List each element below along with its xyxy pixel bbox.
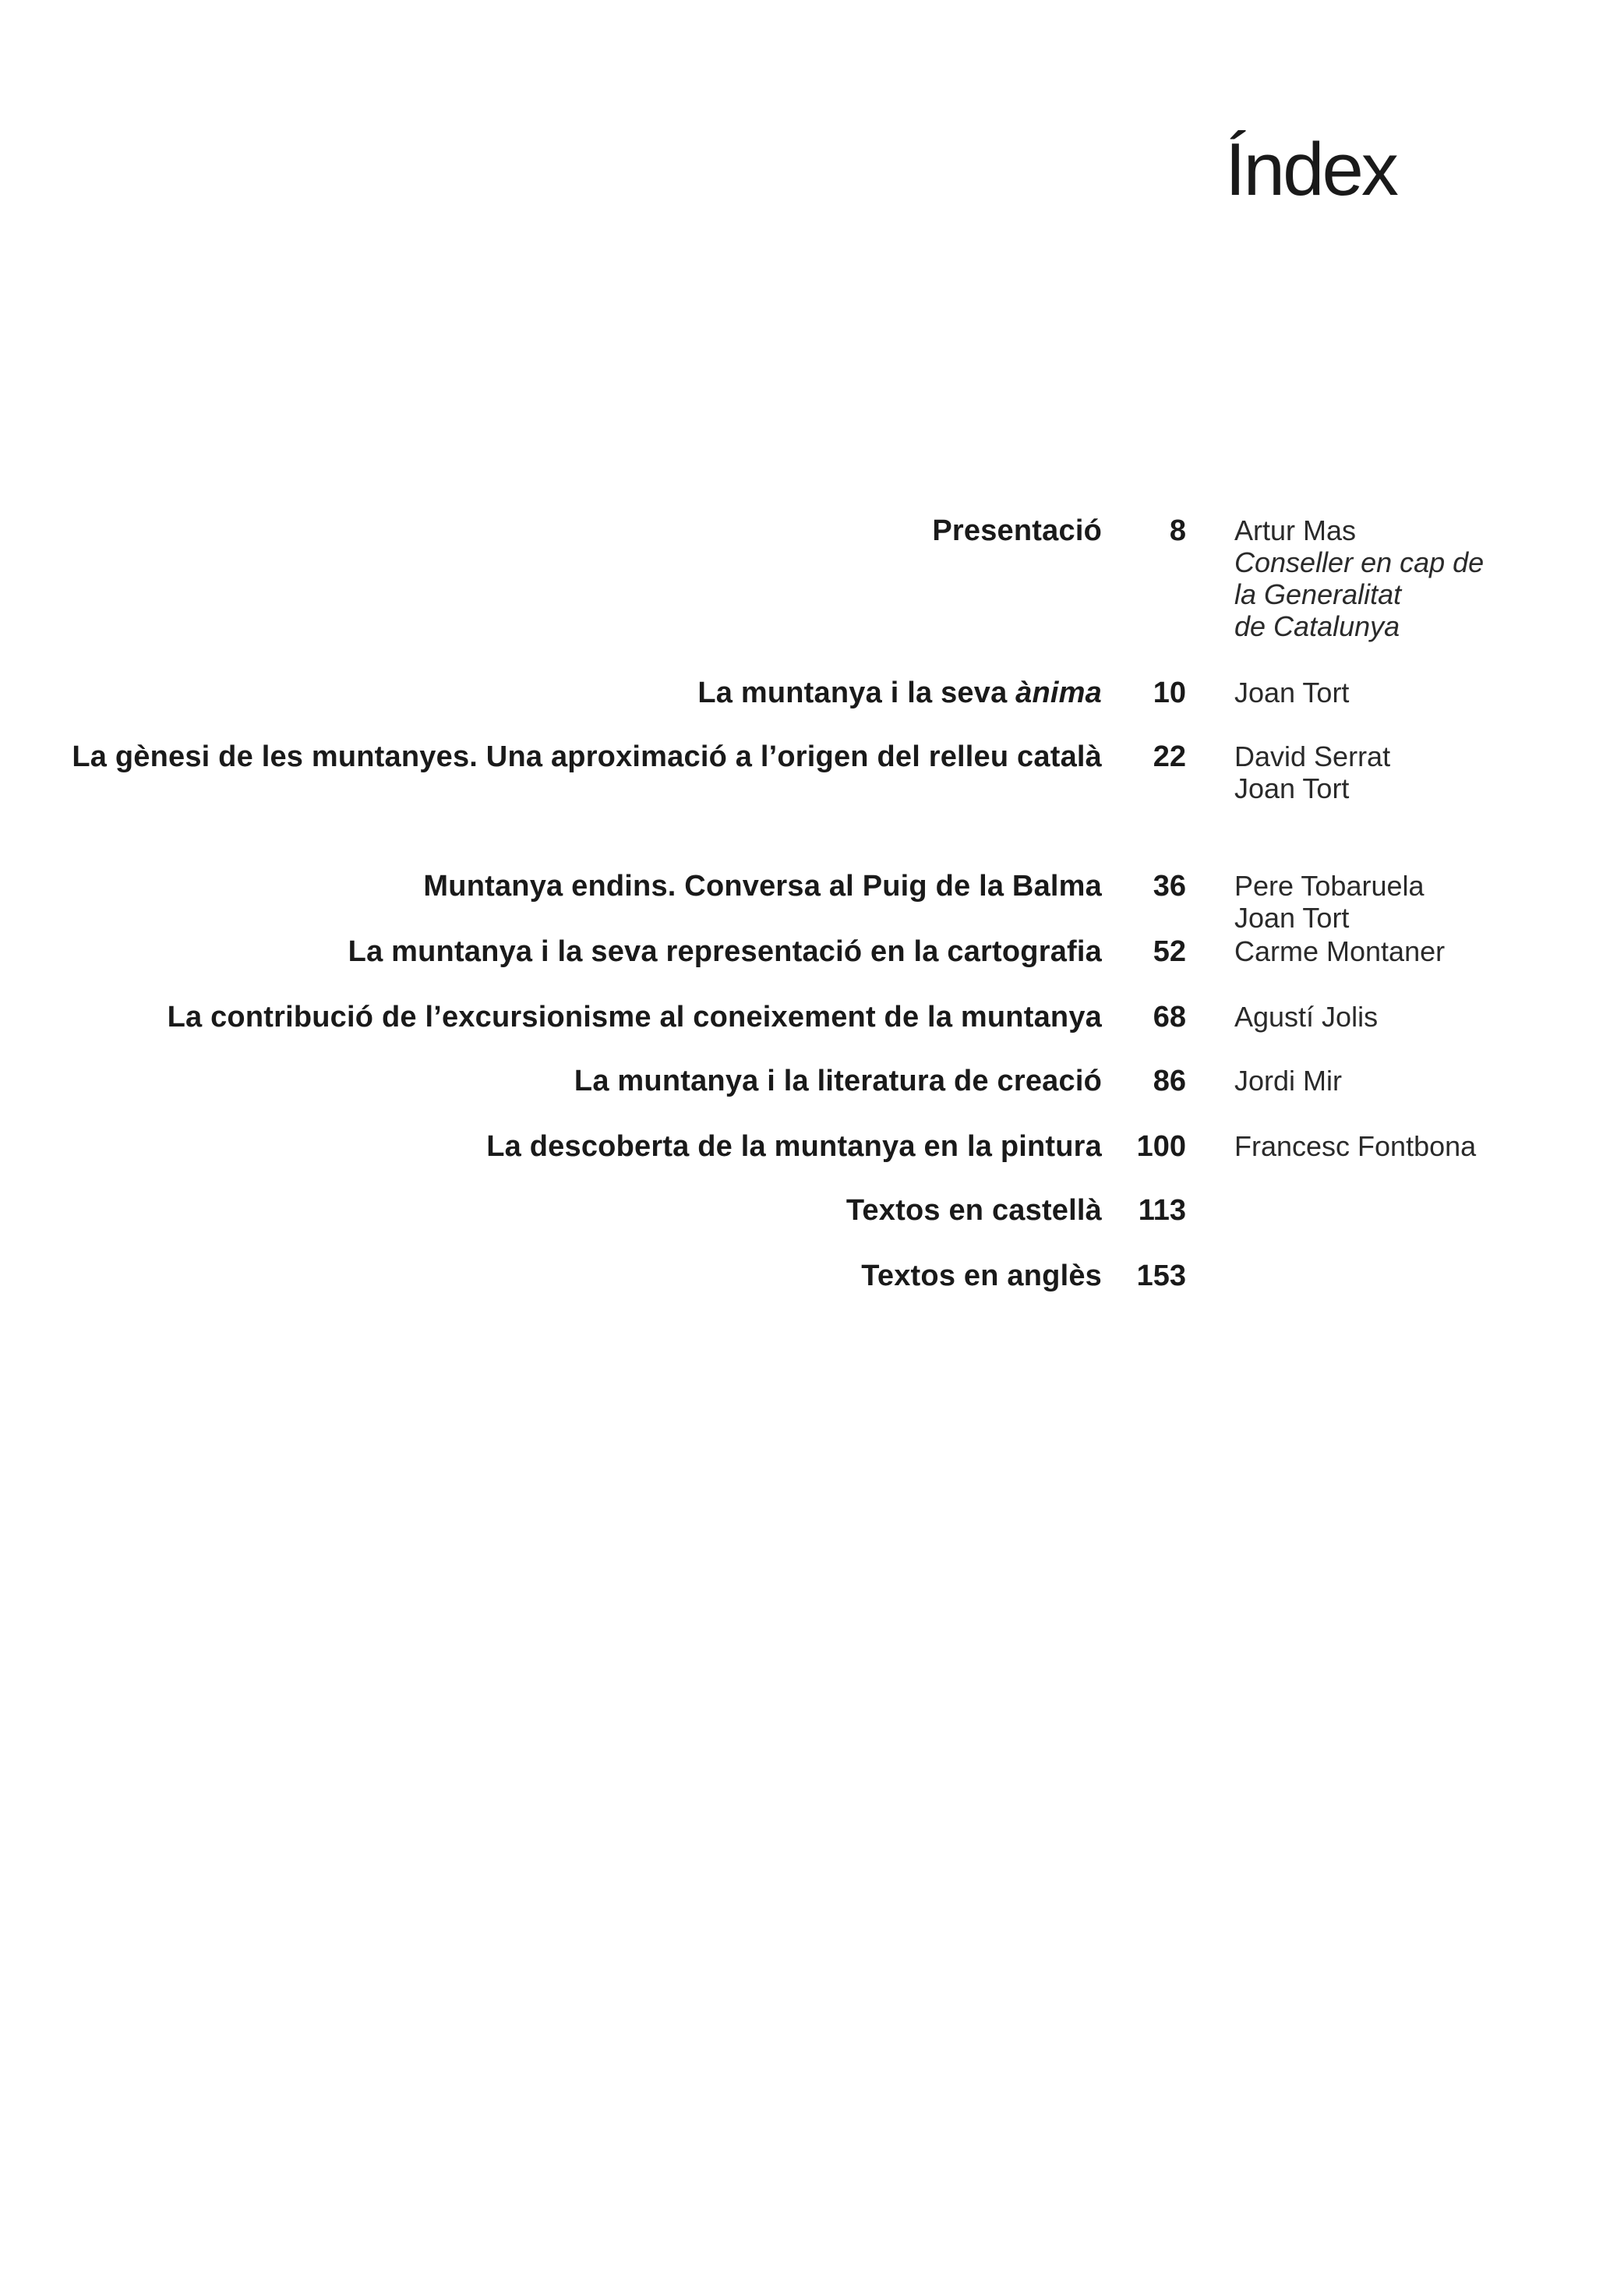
- toc-entry-title[interactable]: [348, 935, 1102, 968]
- toc-entry-title-text: La muntanya i la literatura de creació: [574, 1065, 1102, 1097]
- toc-entry-title[interactable]: [168, 1001, 1102, 1034]
- toc-entry-page-number[interactable]: 153: [1136, 1260, 1186, 1292]
- author-name: David Serrat: [1234, 740, 1391, 772]
- toc-entry-authors: [1234, 1130, 1476, 1162]
- toc-entry-page-number[interactable]: 86: [1153, 1065, 1186, 1097]
- author-name: Joan Tort: [1234, 677, 1350, 708]
- toc-entry-title[interactable]: [423, 870, 1102, 903]
- author-name: Joan Tort: [1234, 902, 1350, 934]
- author-name: Artur Mas: [1234, 514, 1357, 546]
- toc-entry-title-text: La muntanya i la seva: [697, 677, 1016, 709]
- toc-entry-title[interactable]: [486, 1130, 1102, 1163]
- author-role: Conseller en cap de: [1234, 546, 1485, 578]
- toc-entry-title-text: Muntanya endins. Conversa al Puig de la Balma: [423, 870, 1102, 903]
- toc-entry-authors: [1234, 1001, 1378, 1033]
- toc-entry-authors: [1234, 740, 1390, 804]
- toc-entry-page-number[interactable]: 8: [1169, 514, 1186, 547]
- author-name: Joan Tort: [1234, 772, 1350, 804]
- page-title: Índex: [1225, 128, 1396, 211]
- toc-entry-authors: [1234, 870, 1425, 934]
- toc-entry-page-number[interactable]: 22: [1153, 740, 1186, 773]
- toc-entry-title[interactable]: [846, 1194, 1102, 1227]
- toc-entry-title[interactable]: [697, 677, 1102, 709]
- toc-entry-title-text: Textos en castellà: [846, 1194, 1102, 1227]
- toc-entry-title[interactable]: [932, 514, 1102, 547]
- author-name: Pere Tobaruela: [1234, 870, 1425, 902]
- author-name: Francesc Fontbona: [1234, 1130, 1477, 1162]
- toc-entry-authors: [1234, 514, 1484, 642]
- toc-entry-page-number[interactable]: 10: [1153, 677, 1186, 709]
- toc-entry-title[interactable]: [72, 740, 1102, 773]
- toc-entry-title[interactable]: [574, 1065, 1102, 1097]
- author-name: Agustí Jolis: [1234, 1001, 1379, 1033]
- toc-entry-page-number[interactable]: 36: [1153, 870, 1186, 903]
- author-role: de Catalunya: [1234, 610, 1400, 642]
- author-role: la Generalitat: [1234, 578, 1402, 610]
- author-name: Carme Montaner: [1234, 935, 1446, 967]
- toc-entry-title-text: La contribució de l’excursionisme al coneixement de la muntanya: [167, 1001, 1102, 1034]
- toc-entry-page-number[interactable]: 68: [1153, 1001, 1186, 1034]
- toc-entry-title-text: Textos en anglès: [861, 1260, 1102, 1292]
- toc-entry-title-text: La muntanya i la seva representació en la cartografia: [348, 935, 1102, 968]
- toc-entry-page-number[interactable]: 52: [1153, 935, 1186, 968]
- toc-entry-authors: [1234, 935, 1445, 967]
- toc-entry-title-text: Presentació: [932, 514, 1102, 547]
- toc-entry-page-number[interactable]: 113: [1138, 1194, 1186, 1227]
- toc-entry-title[interactable]: [861, 1260, 1102, 1292]
- toc-entry-authors: [1234, 677, 1349, 708]
- toc-entry-title-text: La descoberta de la muntanya en la pintura: [486, 1130, 1102, 1163]
- toc-entry-page-number[interactable]: 100: [1136, 1130, 1186, 1163]
- toc-entry-authors: [1234, 1065, 1342, 1097]
- toc-entry-title-italic: ànima: [1015, 677, 1102, 709]
- author-name: Jordi Mir: [1234, 1065, 1343, 1097]
- toc-entry-title-text: La gènesi de les muntanyes. Una aproximació a l’origen del relleu català: [72, 740, 1102, 773]
